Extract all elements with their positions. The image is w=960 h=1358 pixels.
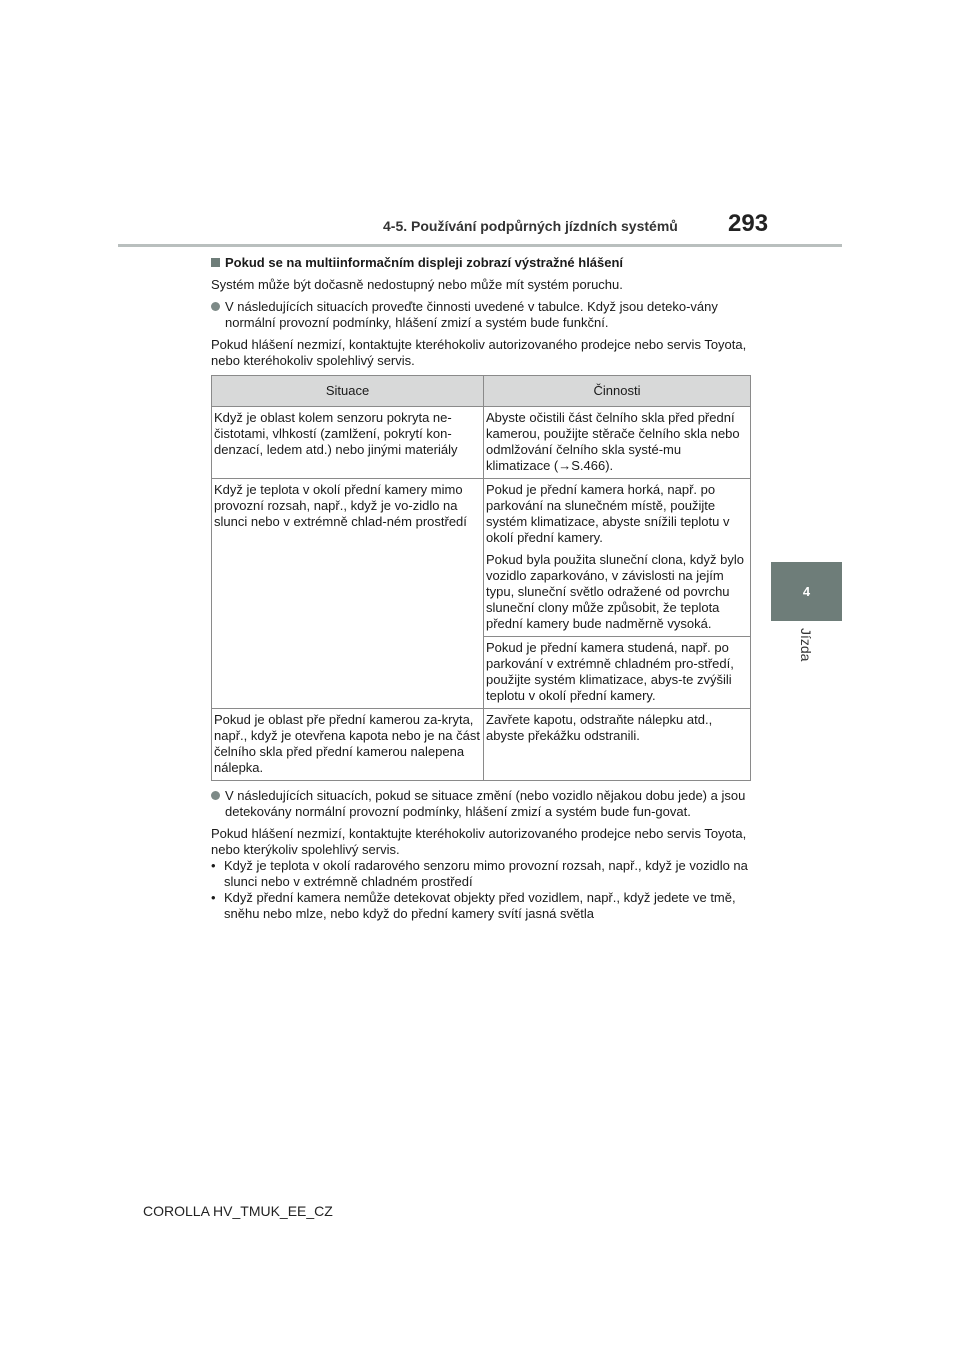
- page-number: 293: [728, 210, 769, 237]
- table-cell-situation: Pokud je oblast pře přední kamerou za-kryta, např., když je otevřena kapota nebo je na část čelního skla před přední kamerou nalepena nálepka.: [212, 709, 484, 781]
- list-marker: •: [211, 858, 216, 873]
- dash-list: [211, 858, 751, 922]
- header-rule: [118, 244, 842, 247]
- table-cell-situation: Když je oblast kolem senzoru pokryta ne-čistotami, vlhkostí (zamlžení, pokrytí kon-denzací, ledem atd.) nebo jinými materiály: [212, 407, 484, 479]
- bullet-text: V následujících situacích proveďte činnosti uvedené v tabulce. Když jsou deteko-vány normální provozní podmínky, hlášení zmizí a systém bude funkční.: [225, 299, 718, 330]
- bullet-text: V následujících situacích, pokud se situace změní (nebo vozidlo nějakou dobu jede) a jsou detekovány normální provozní podmínky, hlášení zmizí a systém bude fun-govat.: [225, 788, 746, 819]
- note-text: Pokud hlášení nezmizí, kontaktujte kteréhokoliv autorizovaného prodejce nebo servis Toyota, nebo kterýkoliv spolehlivý servis.: [211, 826, 747, 857]
- table-cell-situation: Když je teplota v okolí přední kamery mimo provozní rozsah, např., když je vo-zidlo na slunci nebo v extrémně chlad-ném prostředí: [212, 479, 484, 709]
- list-item: [211, 890, 751, 922]
- header-section-title: 4-5. Používání podpůrných jízdních systémů: [383, 218, 678, 234]
- list-item-text: Když je teplota v okolí radarového senzoru mimo provozní rozsah, např., když je vozidlo na slunci nebo v extrémně chladném prostředí: [224, 858, 748, 889]
- intro-text: Systém může být dočasně nedostupný nebo může mít systém poruchu.: [211, 277, 623, 292]
- table-header-row: [212, 376, 751, 407]
- square-bullet-icon: [211, 258, 220, 267]
- chapter-label: Jízda: [798, 628, 814, 662]
- situation-table: [211, 375, 751, 781]
- table-cell-action: Zavřete kapotu, odstraňte nálepku atd., abyste překážku odstranili.: [484, 709, 751, 781]
- section-heading: [211, 255, 751, 271]
- table-row: [212, 407, 751, 479]
- list-item-text: Když přední kamera nemůže detekovat objekty před vozidlem, např., když jedete ve tmě, sněhu nebo mlze, nebo když do přední kamery svítí jasná světla: [224, 890, 736, 921]
- table-row: [212, 709, 751, 781]
- note-text: Pokud hlášení nezmizí, kontaktujte kteréhokoliv autorizovaného prodejce nebo servis Toyota, nebo kteréhokoliv spolehlivý servis.: [211, 337, 747, 368]
- action-part: [484, 479, 750, 636]
- table-cell-action: [484, 479, 751, 637]
- footer-doc-code: COROLLA HV_TMUK_EE_CZ: [143, 1203, 333, 1219]
- table-header-situation: Situace: [212, 376, 484, 407]
- table-cell-action: Abyste očistili část čelního skla před přední kamerou, použijte stěrače čelního skla nebo odmlžování čelního skla systé-mu klimatizace (→S.466).: [484, 407, 751, 479]
- chapter-number: 4: [802, 584, 811, 599]
- bullet-item: [211, 788, 751, 820]
- round-bullet-icon: [211, 791, 220, 800]
- table-header-actions: Činnosti: [484, 376, 751, 407]
- table-row: [212, 479, 751, 637]
- list-marker: •: [211, 890, 216, 905]
- bullet-item: [211, 299, 751, 331]
- main-content: [211, 255, 751, 922]
- table-cell-action: Pokud je přední kamera studená, např. po parkování v extrémně chladném pro-středí, použijte systém klimatizace, abys-te zvýšili teplotu v okolí přední kamery.: [484, 637, 751, 709]
- action-paragraph: Pokud je přední kamera horká, např. po parkování na slunečném místě, použijte systém klimatizace, abyste snížili teplotu v okolí přední kamery.: [486, 482, 730, 545]
- round-bullet-icon: [211, 302, 220, 311]
- chapter-tab[interactable]: [771, 562, 842, 621]
- list-item: [211, 858, 751, 890]
- section-heading-text: Pokud se na multiinformačním displeji zobrazí výstražné hlášení: [225, 255, 624, 270]
- action-paragraph: Pokud byla použita sluneční clona, když bylo vozidlo zaparkováno, v závislosti na jejím typu, sluneční světlo odražené od povrchu sluneční clony může způsobit, že teplota přední kamery bude nadměrně vysoká.: [486, 552, 744, 631]
